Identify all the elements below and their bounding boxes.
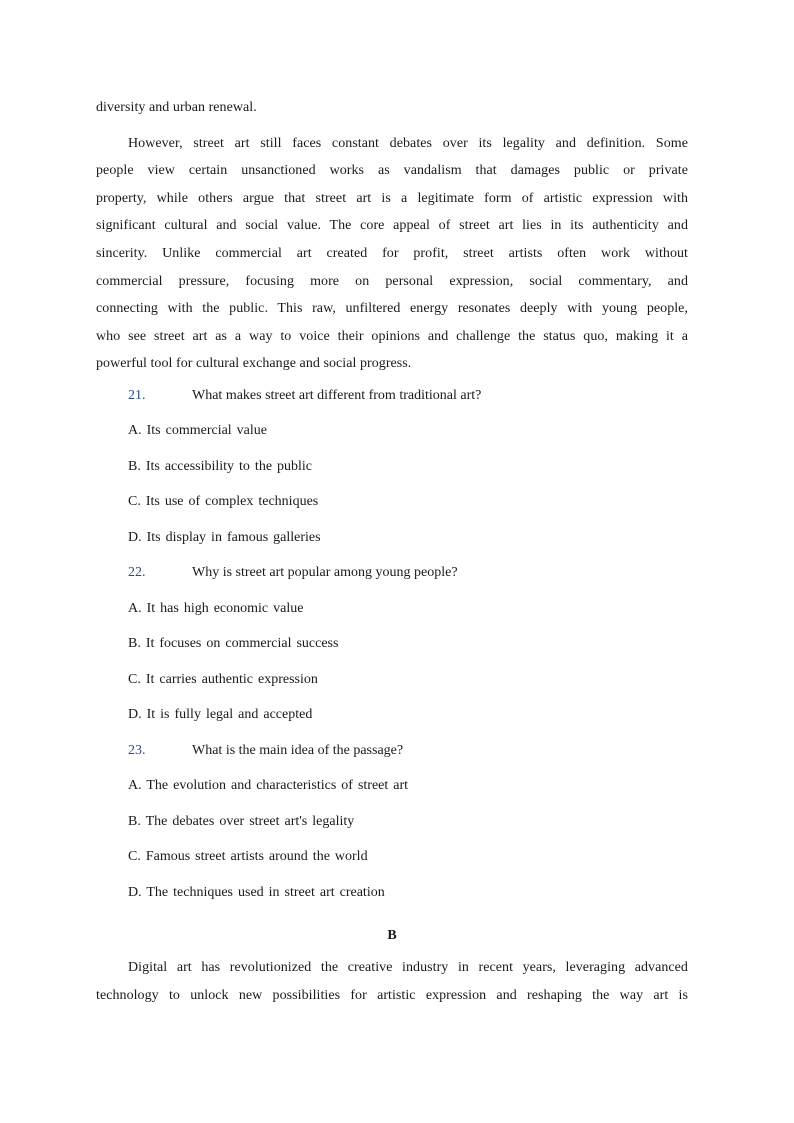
question-text: What makes street art different from traditional art?	[192, 387, 482, 403]
passage-a-continuation: diversity and urban renewal.	[96, 100, 257, 115]
question-number: 21.	[128, 387, 146, 403]
option-d: D. Its display in famous galleries	[128, 529, 321, 545]
paragraph-line: significant cultural and social value. The core appeal of street art lies in its authenticity and	[96, 218, 688, 234]
question-text: Why is street art popular among young people?	[192, 565, 458, 581]
passage-b-paragraph	[96, 954, 688, 1009]
option-c: C. Famous street artists around the world	[128, 849, 368, 865]
section-b-heading: B	[387, 928, 397, 944]
question-number: 23.	[128, 742, 146, 758]
question-21	[96, 378, 688, 556]
question-stem	[96, 378, 688, 414]
question-number: 22.	[128, 565, 146, 581]
option-a: A. It has high economic value	[128, 600, 304, 616]
option-a: A. The evolution and characteristics of street art	[128, 778, 409, 794]
paragraph-line: powerful tool for cultural exchange and social progress.	[96, 356, 412, 372]
question-23	[96, 733, 688, 911]
paragraph-line: technology to unlock new possibilities for artistic expression and reshaping the way art is	[96, 988, 688, 1004]
option-d: D. It is fully legal and accepted	[128, 707, 313, 723]
document-page	[96, 94, 688, 1010]
passage-a-paragraph	[96, 130, 688, 378]
paragraph-line: connecting with the public. This raw, unfiltered energy resonates deeply with young people,	[96, 301, 688, 317]
question-text: What is the main idea of the passage?	[192, 742, 404, 758]
option-a: A. Its commercial value	[128, 423, 268, 439]
paragraph-line: people view certain unsanctioned works as vandalism that damages public or private	[96, 163, 688, 179]
paragraph-line: However, street art still faces constant debates over its legality and definition. Some	[128, 135, 688, 151]
option-b: B. It focuses on commercial success	[128, 636, 339, 652]
option-b: B. Its accessibility to the public	[128, 458, 313, 474]
question-22	[96, 555, 688, 733]
option-c: C. Its use of complex techniques	[128, 494, 319, 510]
paragraph-line: property, while others argue that street art is a legitimate form of artistic expression with	[96, 190, 688, 206]
question-stem	[96, 555, 688, 591]
paragraph-line: commercial pressure, focusing more on personal expression, social commentary, and	[96, 273, 688, 289]
option-d: D. The techniques used in street art creation	[128, 884, 385, 900]
question-stem	[96, 733, 688, 769]
paragraph-line: Digital art has revolutionized the creative industry in recent years, leveraging advanced	[128, 960, 688, 976]
paragraph-line: who see street art as a way to voice their opinions and challenge the status quo, making it a	[96, 328, 688, 344]
option-b: B. The debates over street art's legality	[128, 813, 355, 829]
paragraph-line: sincerity. Unlike commercial art created for profit, street artists often work without	[96, 245, 688, 261]
option-c: C. It carries authentic expression	[128, 671, 318, 687]
